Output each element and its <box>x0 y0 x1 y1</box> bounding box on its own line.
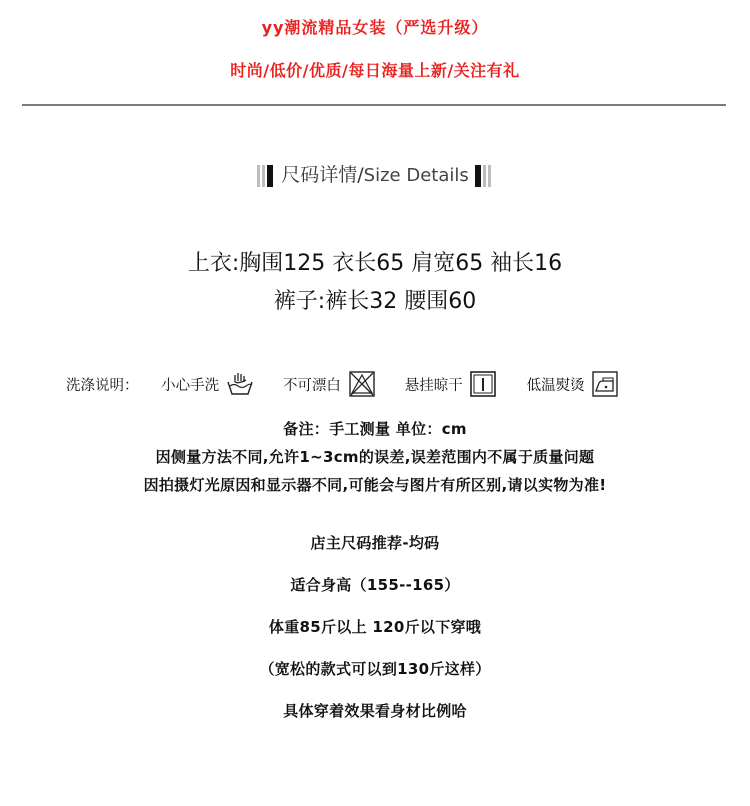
pants-measurements: 裤子:裤长32 腰围60 <box>273 289 477 314</box>
hand-wash-label: 小心手洗 <box>161 377 220 394</box>
hand-wash-icon <box>226 370 254 398</box>
error-tolerance-note: 因侧量方法不同,允许1~3cm的误差,误差范围内不属于质量问题 <box>155 448 595 466</box>
shop-slogan: 时尚/低价/优质/每日海量上新/关注有礼 <box>230 61 520 80</box>
low-iron-icon <box>591 370 619 398</box>
hang-dry-label: 悬挂晾干 <box>404 377 463 394</box>
no-bleach-label: 不可漂白 <box>282 377 341 394</box>
measurement-unit-note: 备注：手工测量 单位：cm <box>283 420 467 438</box>
header-divider <box>22 104 726 106</box>
size-details-title-cn: 尺码详情/ <box>281 164 364 186</box>
fit-effect-note: 具体穿着效果看身材比例哈 <box>283 702 467 720</box>
color-difference-note: 因拍摄灯光原因和显示器不同,可能会与图片有所区别,请以实物为准! <box>143 476 607 494</box>
low-iron-label: 低温熨烫 <box>526 377 585 394</box>
height-recommendation: 适合身高（155--165） <box>290 576 460 594</box>
top-measurements: 上衣:胸围125 衣长65 肩宽65 袖长16 <box>187 251 563 276</box>
size-details-title-en: Size Details <box>363 165 469 186</box>
size-details-heading <box>0 160 750 187</box>
loose-fit-note: （宽松的款式可以到130斤这样） <box>259 660 491 678</box>
size-recommendation-title: 店主尺码推荐-均码 <box>310 534 440 552</box>
no-bleach-icon <box>348 370 376 398</box>
right-bars-icon <box>475 165 493 187</box>
hang-dry-icon <box>469 370 497 398</box>
left-bars-icon <box>257 165 275 187</box>
shop-title: yy潮流精品女装（严选升级） <box>261 18 489 37</box>
washing-instructions <box>66 370 619 402</box>
weight-recommendation: 体重85斤以上 120斤以下穿哦 <box>268 618 482 636</box>
washing-label: 洗涤说明： <box>66 377 139 394</box>
